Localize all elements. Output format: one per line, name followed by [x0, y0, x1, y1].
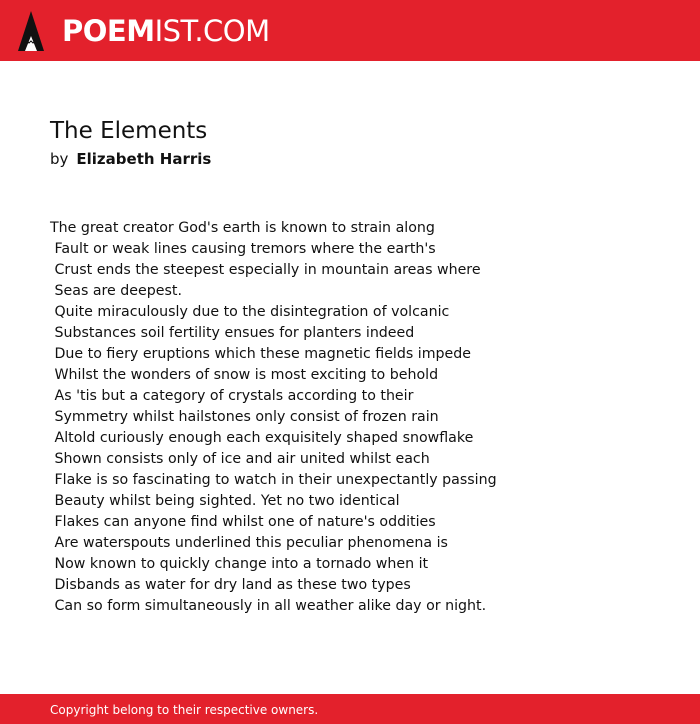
poem-line: Altold curiously enough each exquisitely shaped snowflake [50, 430, 474, 446]
brand-name-light: IST.COM [154, 14, 270, 48]
poem-line: The great creator God's earth is known to strain along [50, 220, 435, 236]
poem-line: Flake is so fascinating to watch in their unexpectantly passing [50, 472, 497, 488]
site-footer [0, 694, 700, 724]
poem-line: Shown consists only of ice and air united whilst each [50, 451, 430, 467]
poem-line: Symmetry whilst hailstones only consist of frozen rain [50, 409, 439, 425]
poem-line: Whilst the wonders of snow is most exciting to behold [50, 367, 439, 383]
site-header [0, 0, 700, 61]
byline [50, 148, 211, 170]
poem-line: Flakes can anyone find whilst one of nature's oddities [50, 514, 436, 530]
poem-line: Now known to quickly change into a tornado when it [50, 556, 429, 572]
pencil-icon[interactable] [18, 11, 44, 51]
site-logo-link[interactable] [62, 11, 270, 51]
by-label: by [50, 150, 69, 168]
poem-title: The Elements [50, 118, 208, 144]
poem-line: Due to fiery eruptions which these magnetic fields impede [50, 346, 472, 362]
author-name[interactable]: Elizabeth Harris [76, 150, 212, 168]
poem-line: Fault or weak lines causing tremors where the earth's [50, 241, 436, 257]
brand-name-strong: POEM [62, 14, 155, 48]
poem-line: Are waterspouts underlined this peculiar phenomena is [50, 535, 448, 551]
poem-line: Substances soil fertility ensues for planters indeed [50, 325, 415, 341]
poem-line: Crust ends the steepest especially in mountain areas where [50, 262, 481, 278]
poem-line: Seas are deepest. [50, 283, 182, 299]
poem-line: Can so form simultaneously in all weather alike day or night. [50, 598, 487, 614]
copyright-notice: Copyright belong to their respective owners. [50, 703, 319, 717]
poem-line: Beauty whilst being sighted. Yet no two identical [50, 493, 400, 509]
poem-line: As 'tis but a category of crystals according to their [50, 388, 414, 404]
poem-body [50, 218, 670, 617]
poem-line: Quite miraculously due to the disintegration of volcanic [50, 304, 450, 320]
poem-line: Disbands as water for dry land as these two types [50, 577, 411, 593]
